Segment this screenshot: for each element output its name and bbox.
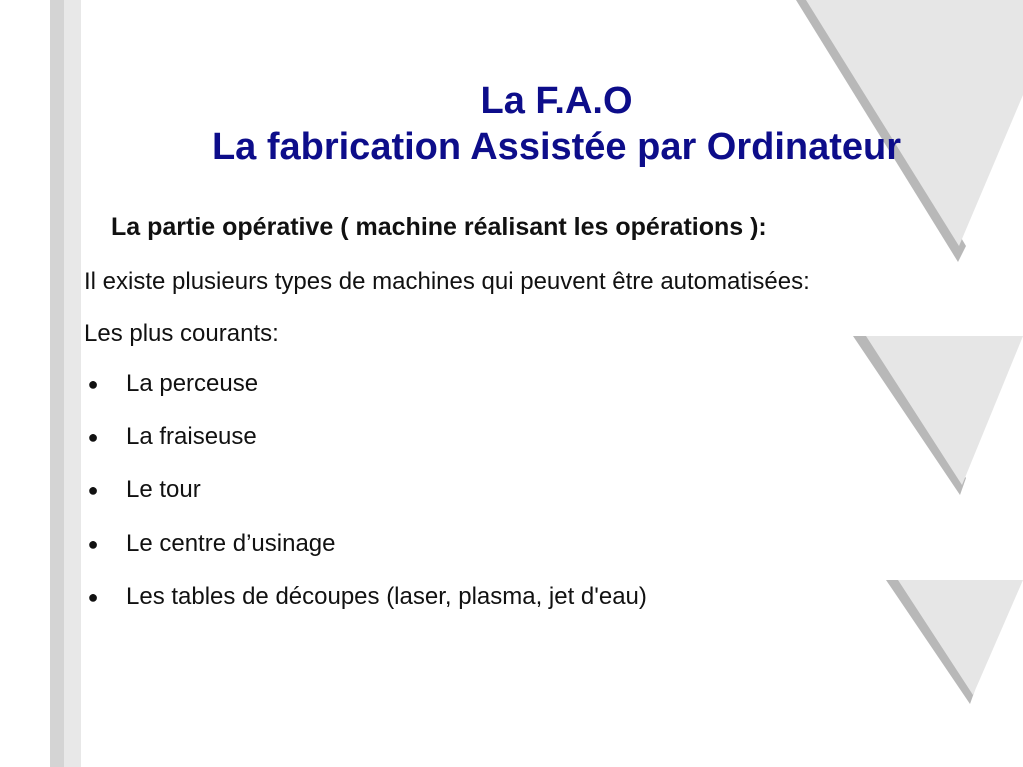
bullet-icon: ● (87, 586, 99, 607)
list-item (84, 418, 647, 471)
list-item-label: Le tour (126, 476, 201, 504)
intro-text: Il existe plusieurs types de machines qui peuvent être automatisées: (84, 268, 810, 295)
list-item-label: La perceuse (126, 370, 259, 397)
title-line-1: La F.A.O (480, 80, 633, 122)
bullet-icon: ● (87, 374, 99, 394)
list-item-label: La fraiseuse (126, 423, 257, 451)
list-item-label: Le centre d’usinage (126, 529, 336, 557)
list-item (84, 578, 647, 631)
list-item (84, 365, 647, 418)
list-item-label: Les tables de découpes (laser, plasma, jet d'eau) (126, 582, 647, 610)
list-item (84, 525, 647, 578)
bullet-icon: ● (87, 480, 99, 501)
bullet-icon: ● (87, 533, 99, 554)
page-title (90, 78, 1023, 170)
list-item (84, 471, 647, 524)
section-subheading: La partie opérative ( machine réalisant les opérations ): (111, 213, 767, 241)
bullet-icon: ● (87, 427, 99, 448)
list-heading: Les plus courants: (84, 320, 279, 347)
machine-list (84, 365, 647, 631)
title-line-2: La fabrication Assistée par Ordinateur (211, 126, 902, 168)
